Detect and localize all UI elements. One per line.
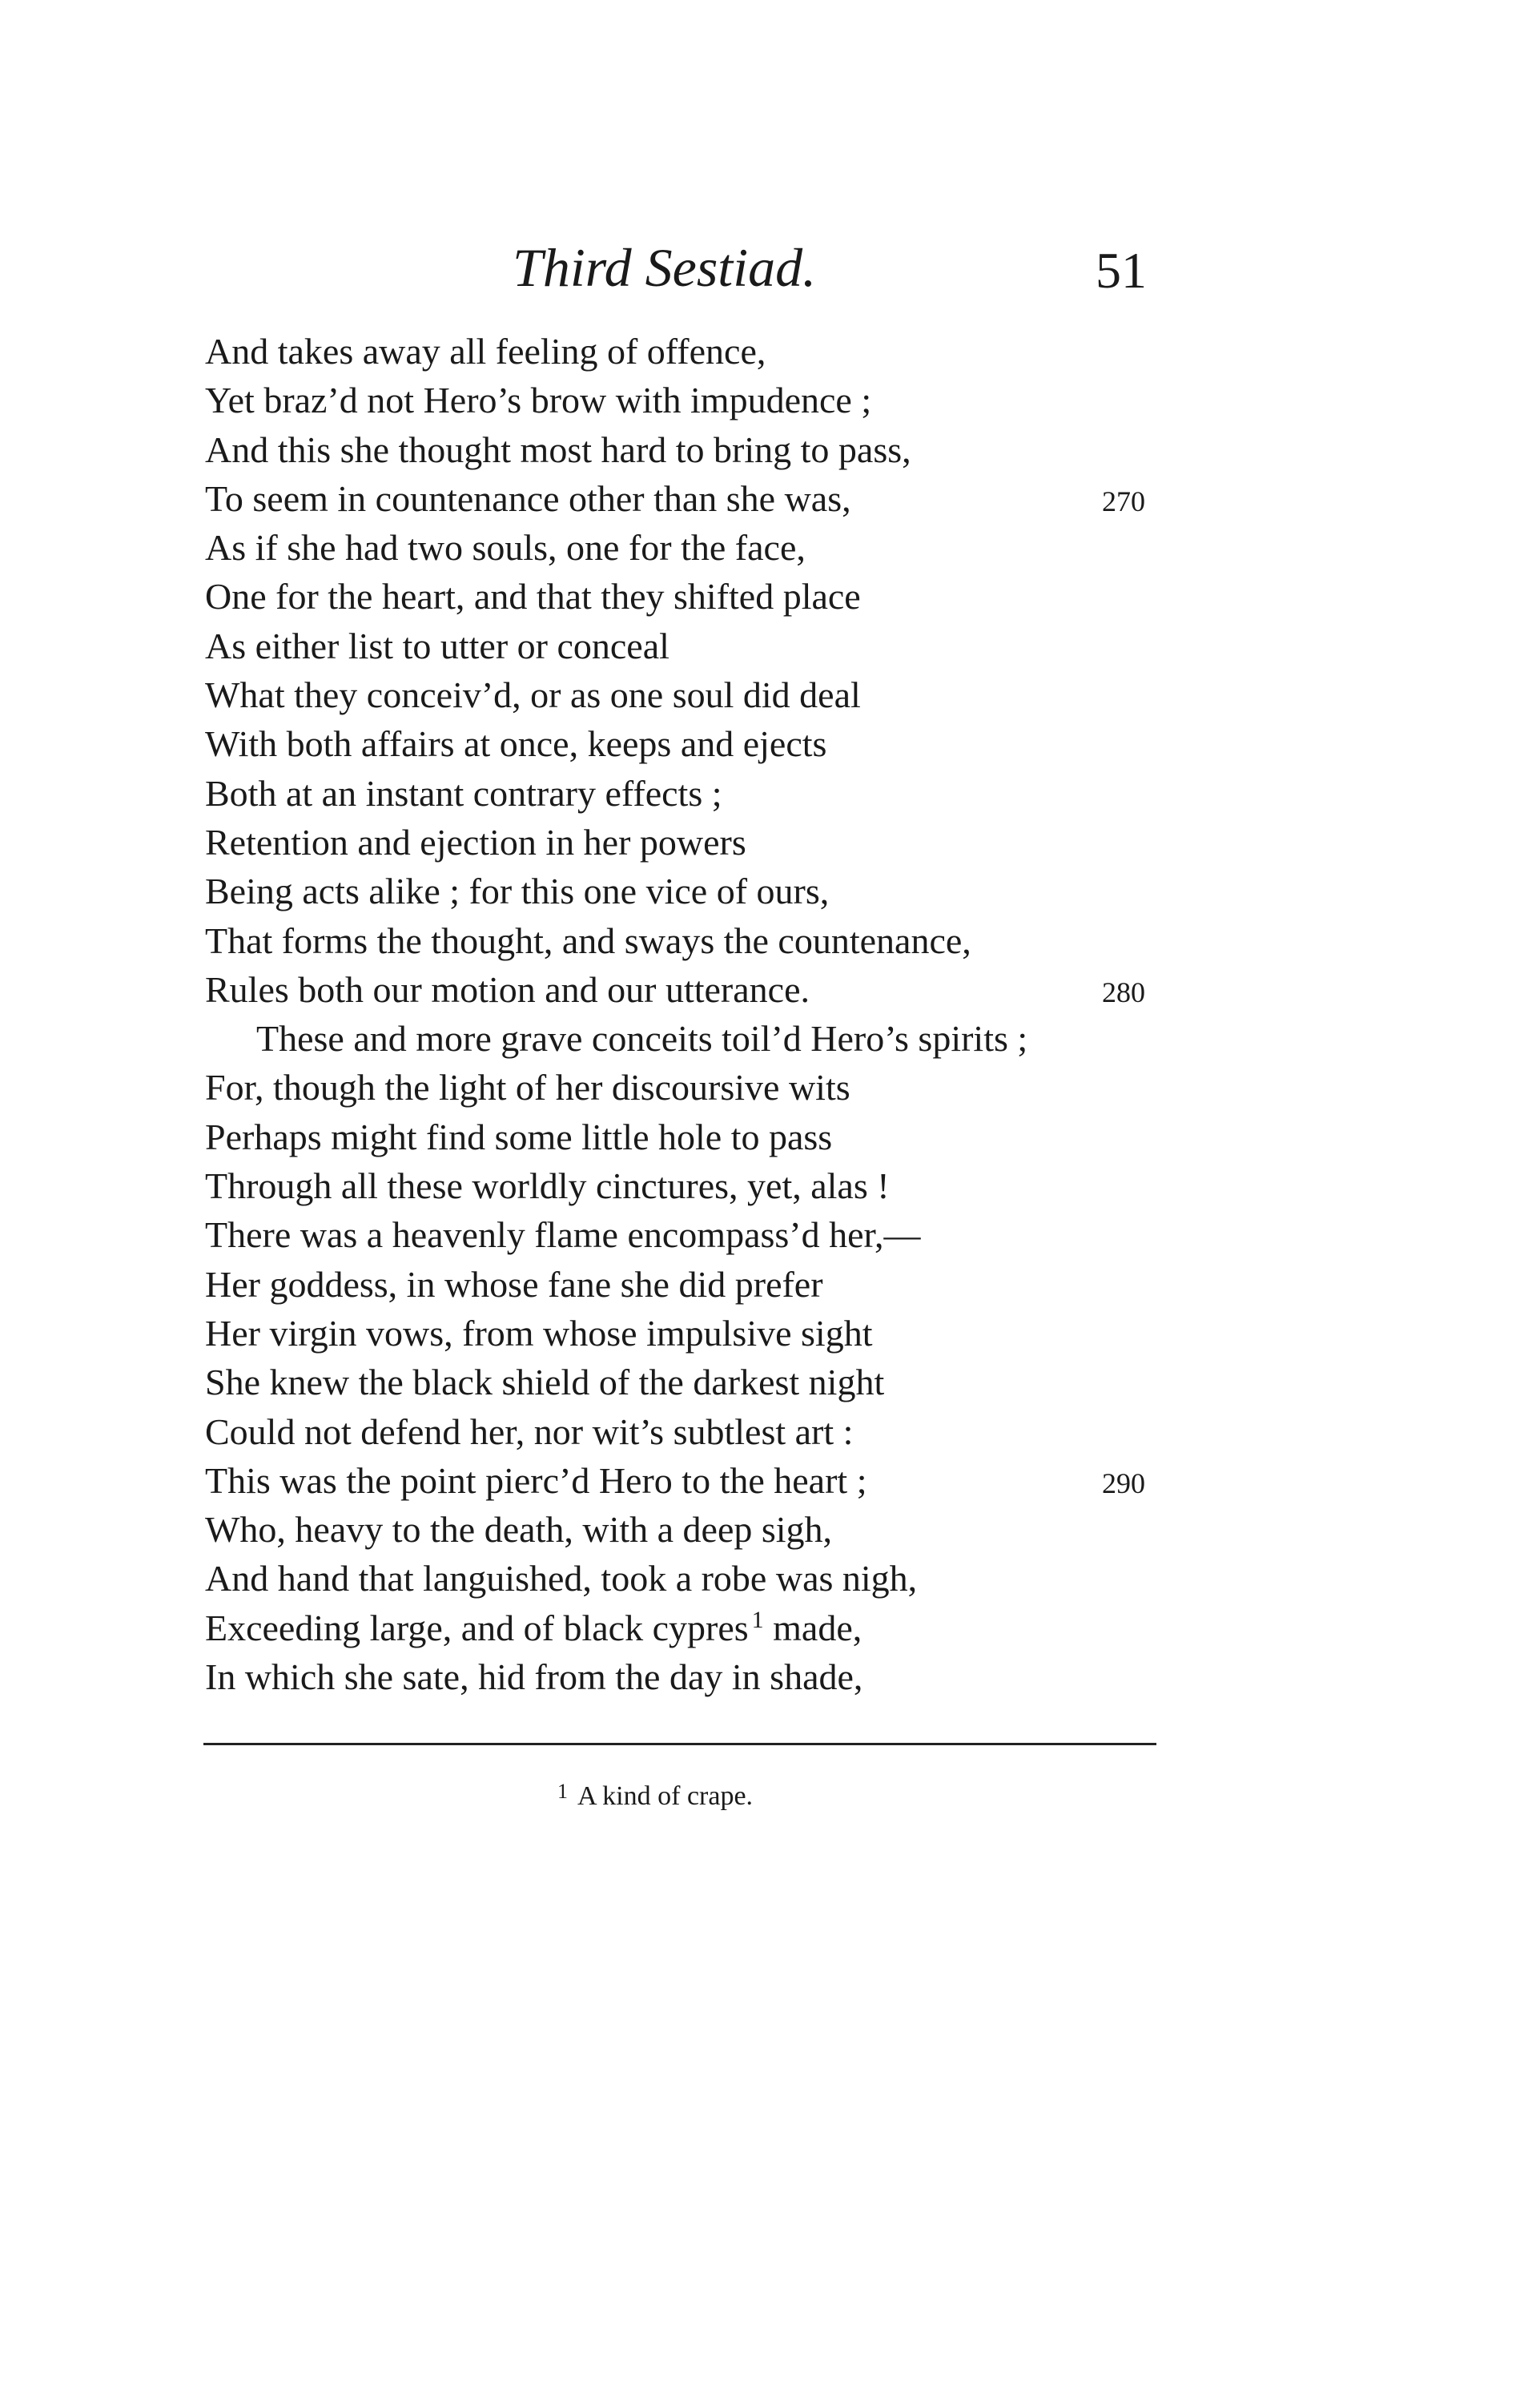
footnote-text: A kind of crape. bbox=[577, 1781, 754, 1811]
verse-line: Her virgin vows, from whose impulsive sight bbox=[205, 1312, 873, 1354]
verse-line: Rules both our motion and our utterance. 280 bbox=[205, 965, 1262, 1014]
verse-line: She knew the black shield of the darkest night bbox=[205, 1362, 885, 1403]
running-head: Third Sestiad. bbox=[513, 237, 817, 298]
verse-line: Perhaps might find some little hole to pass bbox=[205, 1116, 833, 1157]
verse-line: With both affairs at once, keeps and ejects bbox=[205, 723, 827, 765]
footnote-divider bbox=[203, 1743, 1156, 1745]
verse-line: Who, heavy to the death, with a deep sigh, bbox=[205, 1509, 833, 1551]
verse-line: Yet braz’d not Hero’s brow with impudence ; bbox=[205, 380, 872, 421]
verse-line: What they conceiv’d, or as one soul did deal bbox=[205, 674, 861, 716]
verse-line: To seem in countenance other than she was, 270 bbox=[205, 474, 1262, 523]
verse-line: Both at an instant contrary effects ; bbox=[205, 772, 722, 814]
verse-line: As either list to utter or conceal bbox=[205, 625, 669, 666]
poem-text bbox=[205, 327, 1262, 1701]
verse-line: And takes away all feeling of offence, bbox=[205, 331, 766, 372]
verse-line: There was a heavenly flame encompass’d her,— bbox=[205, 1214, 921, 1256]
verse-line: One for the heart, and that they shifted place bbox=[205, 576, 861, 618]
verse-line: Retention and ejection in her powers bbox=[205, 821, 746, 863]
footnote-mark: 1 bbox=[557, 1780, 568, 1803]
page-number: 51 bbox=[1096, 242, 1147, 299]
line-number: 290 bbox=[1102, 1467, 1145, 1499]
verse-line: Being acts alike ; for this one vice of ours, bbox=[205, 871, 830, 912]
verse-line: In which she sate, hid from the day in shade, bbox=[205, 1656, 863, 1698]
verse-line: This was the point pierc’d Hero to the heart ; 290 bbox=[205, 1456, 1262, 1505]
verse-line: Could not defend her, nor wit’s subtlest art : bbox=[205, 1410, 854, 1452]
footnote bbox=[557, 1781, 753, 1810]
footnote-reference: 1 bbox=[751, 1606, 764, 1633]
verse-line: Her goddess, in whose fane she did prefer bbox=[205, 1263, 823, 1305]
verse-line-continuation: made, bbox=[763, 1607, 862, 1648]
verse-line: That forms the thought, and sways the countenance, bbox=[205, 919, 971, 961]
line-number: 280 bbox=[1102, 976, 1145, 1008]
line-number: 270 bbox=[1102, 485, 1145, 517]
verse-line: And hand that languished, took a robe was nigh, bbox=[205, 1558, 918, 1599]
verse-line: As if she had two souls, one for the face, bbox=[205, 527, 806, 569]
verse-line: And this she thought most hard to bring to pass, bbox=[205, 429, 911, 470]
verse-line-paragraph-start: These and more grave conceits toil’d Hero’s spirits ; bbox=[256, 1018, 1028, 1060]
verse-line: Through all these worldly cinctures, yet, alas ! bbox=[205, 1165, 890, 1207]
verse-line: For, though the light of her discoursive wits bbox=[205, 1067, 850, 1108]
verse-line: Exceeding large, and of black cypres $^1$ made, bbox=[205, 1606, 862, 1648]
